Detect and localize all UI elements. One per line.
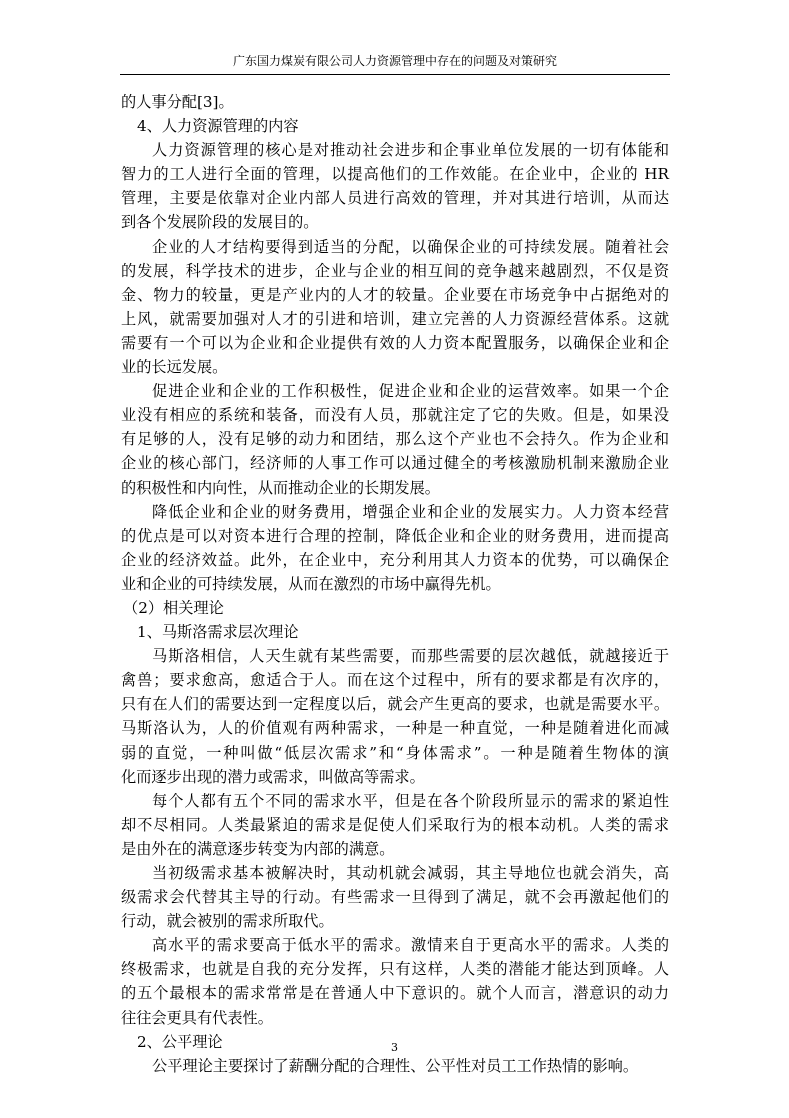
text-line: 智力的工人进行全面的管理，以提高他们的工作效能。在企业中，企业的 HR: [121, 165, 669, 184]
text-line: 往往会更具有代表性。: [121, 1008, 273, 1027]
text-line: 降低企业和企业的财务费用，增强企业和企业的发展实力。人力资本经营: [152, 502, 669, 521]
text-line: 的发展，科学技术的进步，企业与企业的相互间的竞争越来越剧烈，不仅是资: [121, 261, 669, 280]
text-line: 管理，主要是依靠对企业内部人员进行高效的管理，并对其进行培训，从而达: [121, 189, 669, 208]
text-line: 金、物力的较量，更是产业内的人才的较量。企业要在市场竞争中占据绝对的: [121, 285, 669, 304]
text-line: 业的长远发展。: [121, 358, 228, 377]
text-line: 行动，就会被别的需求所取代。: [121, 912, 334, 931]
text-line: 公平理论主要探讨了薪酬分配的合理性、公平性对员工工作热情的影响。: [152, 1056, 638, 1075]
text-line: 级需求会代替其主导的行动。有些需求一旦得到了满足，就不会再激起他们的: [121, 888, 669, 907]
subsection-heading: 1、马斯洛需求层次理论: [137, 623, 299, 642]
text-line: 促进企业和企业的工作积极性，促进企业和企业的运营效率。如果一个企: [152, 382, 669, 401]
text-line: 禽兽；要求愈高，愈适合于人。而在这个过程中，所有的要求都是有次序的，: [121, 671, 669, 690]
text-line: 有足够的人，没有足够的动力和团结，那么这个产业也不会持久。作为企业和: [121, 430, 669, 449]
text-line: 的优点是可以对资本进行合理的控制，降低企业和企业的财务费用，进而提高: [121, 526, 669, 545]
header-divider: [120, 74, 670, 75]
text-line: 上风，就需要加强对人才的引进和培训，建立完善的人力资源经营体系。这就: [121, 309, 669, 328]
text-line: 化而逐步出现的潜力或需求，叫做高等需求。: [121, 767, 425, 786]
text-line: 企业的经济效益。此外，在企业中，充分利用其人力资本的优势，可以确保企: [121, 550, 669, 569]
running-header: 广东国力煤炭有限公司人力资源管理中存在的问题及对策研究: [232, 54, 557, 68]
text-line: 每个人都有五个不同的需求水平，但是在各个阶段所显示的需求的紧迫性: [152, 791, 669, 810]
text-line: 马斯洛认为，人的价值观有两种需求，一种是一种直觉，一种是随着进化而减: [121, 719, 669, 738]
text-line: 终极需求，也就是自我的充分发挥，只有这样，人类的潜能才能达到顶峰。人: [121, 960, 669, 979]
text-line: 的积极性和内向性，从而推动企业的长期发展。: [121, 478, 440, 497]
text-line: 却不尽相同。人类最紧迫的需求是促使人们采取行为的根本动机。人类的需求: [121, 815, 669, 834]
text-line: 当初级需求基本被解决时，其动机就会减弱，其主导地位也就会消失，高: [152, 864, 669, 882]
text-line: 马斯洛相信，人天生就有某些需要，而那些需要的层次越低，就越接近于: [152, 647, 669, 666]
page-body: [121, 90, 669, 1078]
section-heading: （2）相关理论: [123, 598, 224, 617]
text-line: 到各个发展阶段的发展目的。: [121, 213, 319, 232]
text-line: 高水平的需求要高于低水平的需求。激情来自于更高水平的需求。人类的: [152, 936, 669, 955]
page-number: 3: [391, 1041, 398, 1054]
text-line: 只有在人们的需要达到一定程度以后，就会产生更高的要求，也就是需要水平。: [121, 695, 669, 714]
text-line: 企业的人才结构要得到适当的分配，以确保企业的可持续发展。随着社会: [152, 237, 669, 256]
text-line: 需要有一个可以为企业和企业提供有效的人力资本配置服务，以确保企业和企: [121, 333, 669, 352]
text-line: 的人事分配[3]。: [121, 93, 234, 111]
subsection-heading: 2、公平理论: [137, 1032, 223, 1051]
text-line: 是由外在的满意逐步转变为内部的满意。: [121, 839, 395, 858]
text-line: 业和企业的可持续发展，从而在激烈的市场中赢得先机。: [121, 574, 501, 593]
text-line: 业没有相应的系统和装备，而没有人员，那就注定了它的失败。但是，如果没: [121, 406, 669, 425]
text-line: 弱的直觉，一种叫做“低层次需求”和“身体需求”。一种是随着生物体的演: [121, 743, 669, 762]
text-line: 企业的核心部门，经济师的人事工作可以通过健全的考核激励机制来激励企业: [121, 454, 669, 473]
text-line: 人力资源管理的核心是对推动社会进步和企事业单位发展的一切有体能和: [152, 141, 669, 160]
section-heading: 4、人力资源管理的内容: [137, 117, 299, 136]
text-line: 的五个最根本的需求常常是在普通人中下意识的。就个人而言，潜意识的动力: [121, 984, 669, 1003]
